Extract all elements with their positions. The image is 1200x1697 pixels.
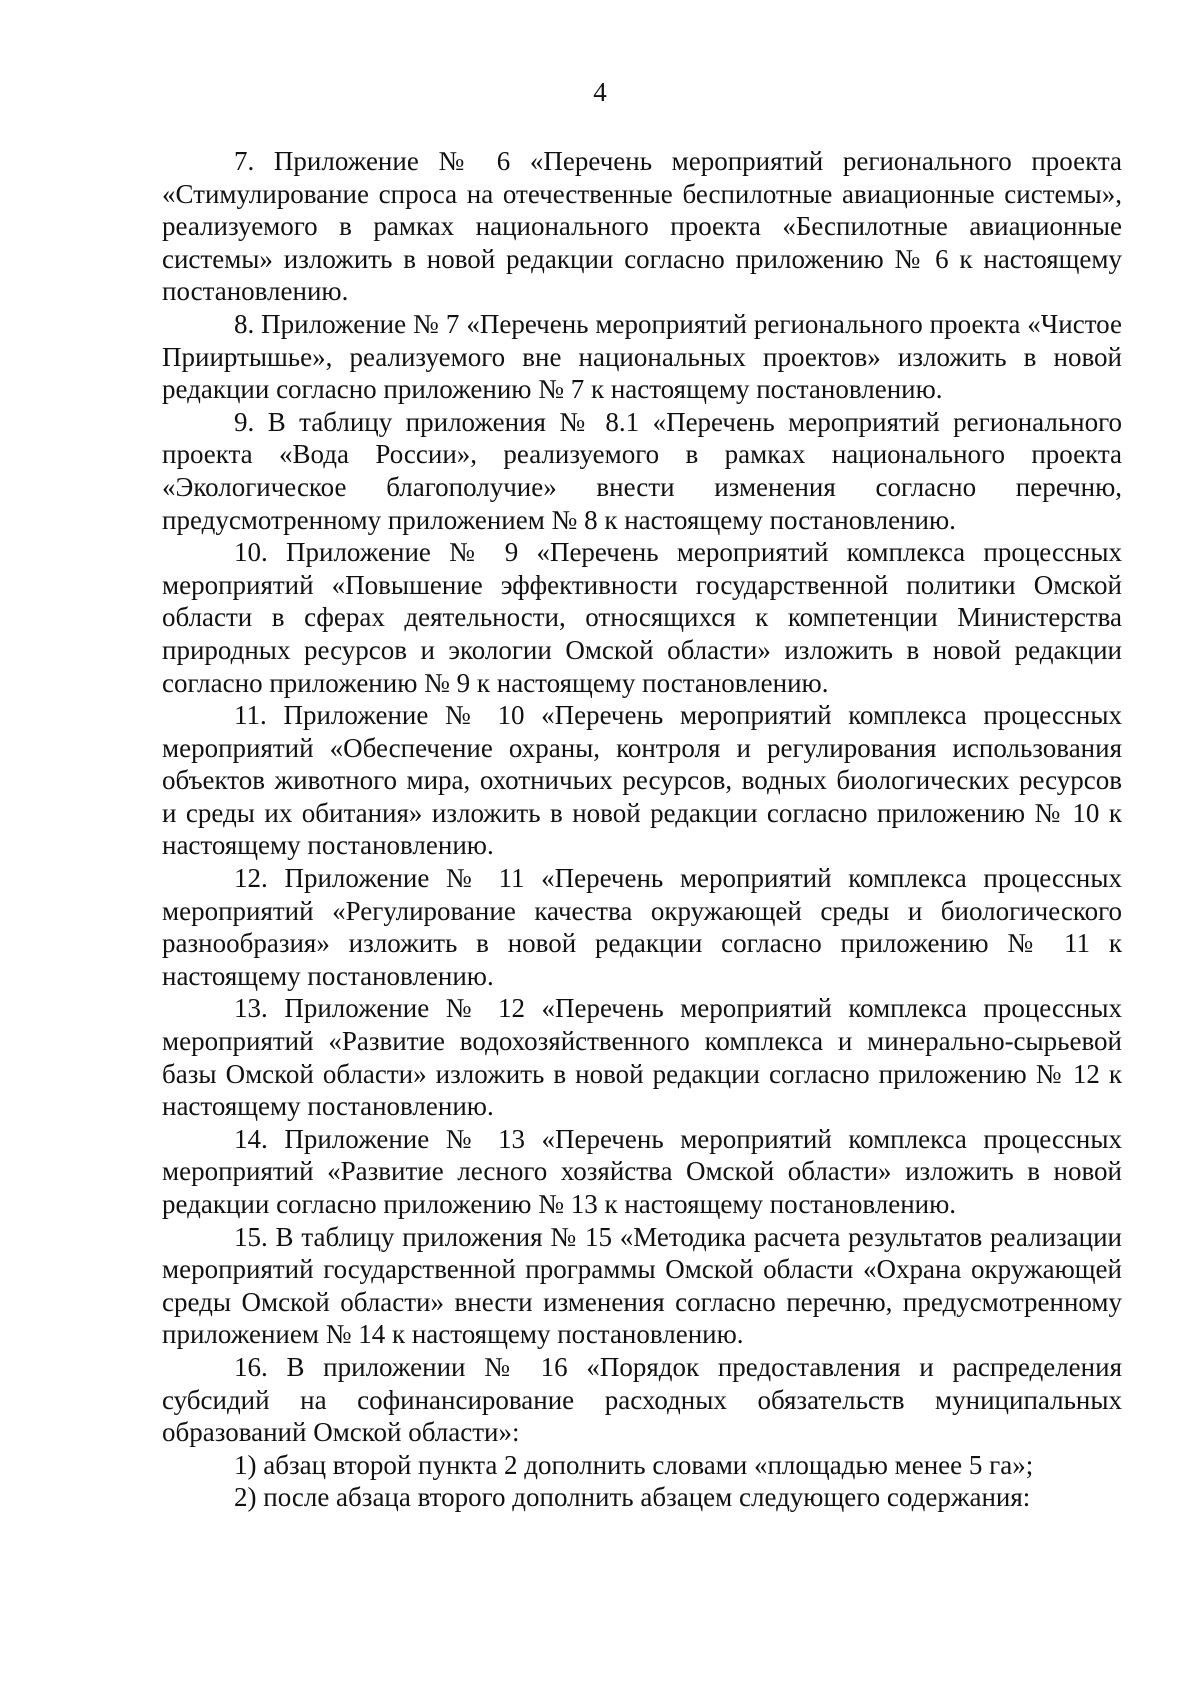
paragraph-item-7: 7. Приложение № 6 «Перечень мероприятий регионального проекта «Стимулирование спроса на отечественные беспилотные авиационные системы», реализуемого в рамках национального проекта «Беспилотные авиационные системы» изложить в новой редакции согласно приложению № 6 к настоящему постановлению. — [162, 146, 1122, 307]
page-number: 4 — [593, 77, 607, 107]
paragraph-item-12: 12. Приложение № 11 «Перечень мероприятий комплекса процессных мероприятий «Регулирование качества окружающей среды и биологического разнообразия» изложить в новой редакции согласно приложению № 11 к настоящему постановлению. — [162, 863, 1122, 991]
paragraph-item-13: 13. Приложение № 12 «Перечень мероприятий комплекса процессных мероприятий «Развитие водохозяйственного комплекса и минерально-сырьевой базы Омской области» изложить в новой редакции согласно приложению № 12 к настоящему постановлению. — [162, 993, 1122, 1122]
paragraph-item-15: 15. В таблицу приложения № 15 «Методика расчета результатов реализации мероприятий государственной программы Омской области «Охрана окружающей среды Омской области» внести изменения согласно перечню, предусмотренному приложением № 14 к настоящему постановлению. — [162, 1221, 1122, 1350]
paragraph-item-10: 10. Приложение № 9 «Перечень мероприятий комплекса процессных мероприятий «Повышение эффективности государственной политики Омской области в сферах деятельности, относящихся к компетенции Министерства природных ресурсов и экологии Омской области» изложить в новой редакции согласно приложению № 9 к настоящему постановлению. — [162, 537, 1122, 698]
paragraph-item-11: 11. Приложение № 10 «Перечень мероприятий комплекса процессных мероприятий «Обеспечение охраны, контроля и регулирования использования объектов животного мира, охотничьих ресурсов, водных биологических ресурсов и среды их обитания» изложить в новой редакции согласно приложению № 10 к настоящему постановлению. — [162, 700, 1122, 861]
paragraph-item-8: 8. Приложение № 7 «Перечень мероприятий регионального проекта «Чистое Прииртышье», реализуемого вне национальных проектов» изложить в новой редакции согласно приложению № 7 к настоящему постановлению. — [162, 308, 1122, 405]
subitem-1: 1) абзац второй пункта 2 дополнить словами «площадью менее 5 га»; — [234, 1449, 1034, 1480]
paragraph-item-14: 14. Приложение № 13 «Перечень мероприятий комплекса процессных мероприятий «Развитие лесного хозяйства Омской области» изложить в новой редакции согласно приложению № 13 к настоящему постановлению. — [162, 1123, 1122, 1219]
subitem-2: 2) после абзаца второго дополнить абзацем следующего содержания: — [234, 1482, 1031, 1513]
paragraph-item-16: 16. В приложении № 16 «Порядок предоставления и распределения субсидий на софинансирование расходных обязательств муниципальных образований Омской области»: — [162, 1351, 1122, 1448]
document-body — [162, 145, 1122, 1514]
paragraph-item-9: 9. В таблицу приложения № 8.1 «Перечень мероприятий регионального проекта «Вода России», реализуемого в рамках национального проекта «Экологическое благополучие» внести изменения согласно перечню, предусмотренному приложением № 8 к настоящему постановлению. — [162, 406, 1122, 535]
